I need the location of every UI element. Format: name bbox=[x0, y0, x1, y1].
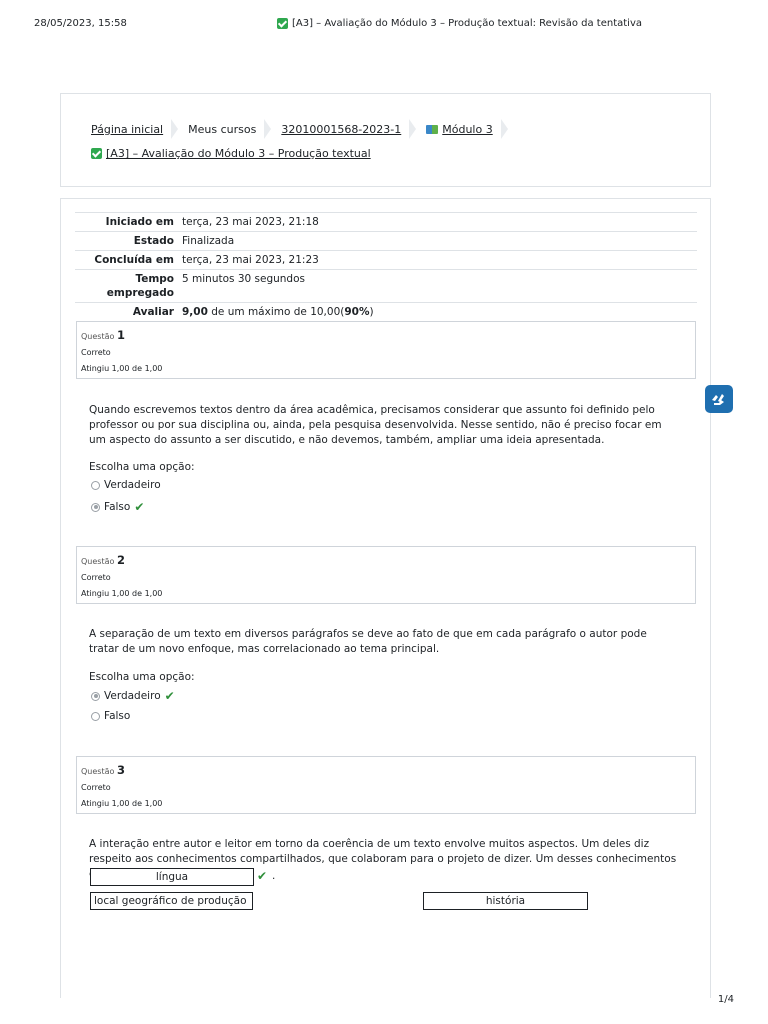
question-2-choose-label: Escolha uma opção: bbox=[89, 671, 195, 683]
breadcrumb-my-courses[interactable]: Meus cursos bbox=[188, 122, 257, 136]
question-grade: Atingiu 1,00 de 1,00 bbox=[81, 364, 163, 373]
drop-zone-answer[interactable]: língua bbox=[90, 868, 254, 886]
question-number bbox=[81, 327, 691, 345]
question-1-choose-label: Escolha uma opção: bbox=[89, 461, 195, 473]
book-icon bbox=[426, 125, 438, 134]
question-grade: Atingiu 1,00 de 1,00 bbox=[81, 799, 163, 808]
breadcrumb-separator bbox=[409, 119, 416, 139]
summary-label: Estado bbox=[75, 232, 178, 251]
checkmark-icon: ✔ bbox=[134, 500, 145, 514]
question-status: Correto bbox=[81, 783, 111, 792]
breadcrumb-current bbox=[91, 147, 371, 160]
option-label: Verdadeiro bbox=[104, 479, 161, 491]
grade-close: ) bbox=[369, 306, 374, 318]
radio-button-selected[interactable] bbox=[91, 692, 100, 701]
question-status: Correto bbox=[81, 348, 111, 357]
question-2-info bbox=[76, 546, 696, 604]
option-label: Falso bbox=[104, 501, 131, 513]
checkbox-icon bbox=[91, 148, 102, 159]
breadcrumb-course[interactable]: 32010001568-2023-1 bbox=[281, 122, 402, 136]
summary-label: Avaliar bbox=[75, 303, 178, 322]
page-number: 1/4 bbox=[717, 994, 734, 1005]
question-number bbox=[81, 762, 691, 780]
table-row bbox=[75, 303, 697, 322]
question-prefix: Questão bbox=[81, 557, 115, 566]
checkbox-icon bbox=[277, 18, 288, 29]
option-label: Falso bbox=[104, 710, 131, 722]
hands-icon bbox=[710, 391, 728, 407]
question-2-option-true[interactable] bbox=[91, 689, 175, 703]
question-number-value: 2 bbox=[116, 553, 125, 567]
question-prefix: Questão bbox=[81, 332, 115, 341]
grade-value: 9,00 bbox=[182, 306, 208, 318]
print-title-text: [A3] – Avaliação do Módulo 3 – Produção textual: Revisão da tentativa bbox=[292, 18, 642, 29]
breadcrumb-separator bbox=[264, 119, 271, 139]
question-2-text: A separação de um texto em diversos parágrafos se deve ao fato de que em cada parágrafo o autor pode tratar de um novo enfoque, mas correlacionado ao tema principal. bbox=[89, 628, 647, 655]
summary-value: terça, 23 mai 2023, 21:18 bbox=[178, 213, 697, 232]
question-number bbox=[81, 552, 691, 570]
question-1-option-false[interactable] bbox=[91, 500, 144, 514]
accessibility-hands-icon[interactable] bbox=[705, 385, 733, 413]
question-1-option-true[interactable] bbox=[91, 479, 161, 491]
breadcrumb-module[interactable]: Módulo 3 bbox=[442, 122, 493, 136]
quiz-review-panel bbox=[60, 198, 711, 998]
question-number-value: 3 bbox=[116, 763, 125, 777]
summary-value: terça, 23 mai 2023, 21:23 bbox=[178, 251, 697, 270]
question-number-value: 1 bbox=[116, 328, 125, 342]
print-datetime: 28/05/2023, 15:58 bbox=[34, 18, 127, 29]
radio-button[interactable] bbox=[91, 481, 100, 490]
table-row bbox=[75, 232, 697, 251]
breadcrumb-separator bbox=[501, 119, 508, 139]
summary-label-text: Tempo empregado bbox=[106, 273, 174, 299]
summary-value: 5 minutos 30 segundos bbox=[178, 270, 697, 303]
grade-percent: 90% bbox=[344, 306, 370, 318]
checkmark-icon: ✔ bbox=[164, 689, 175, 703]
question-prefix: Questão bbox=[81, 767, 115, 776]
question-3-text: A interação entre autor e leitor em torno da coerência de um texto envolve muitos aspectos. Um deles diz respeito aos conhecimentos compartilhados, que colaboram para o projeto de dizer. Um desses conhecimentos bbox=[89, 838, 677, 865]
breadcrumb-separator bbox=[171, 119, 178, 139]
option-label: Verdadeiro bbox=[104, 690, 161, 702]
table-row bbox=[75, 213, 697, 232]
drag-choice-local-geografico[interactable]: local geográfico de produção bbox=[90, 892, 253, 910]
table-row bbox=[75, 270, 697, 303]
summary-label: Concluída em bbox=[75, 251, 178, 270]
question-grade: Atingiu 1,00 de 1,00 bbox=[81, 589, 163, 598]
radio-button-selected[interactable] bbox=[91, 503, 100, 512]
checkmark-icon: ✔ bbox=[257, 869, 268, 883]
breadcrumb-panel bbox=[60, 93, 711, 187]
attempt-summary-table bbox=[75, 212, 697, 321]
summary-value bbox=[178, 303, 697, 322]
summary-label bbox=[75, 270, 178, 303]
sentence-end: . bbox=[272, 870, 276, 882]
summary-label: Iniciado em bbox=[75, 213, 178, 232]
question-3-info bbox=[76, 756, 696, 814]
breadcrumb-home[interactable]: Página inicial bbox=[91, 122, 164, 136]
grade-max: de um máximo de 10,00( bbox=[207, 306, 345, 318]
breadcrumb bbox=[91, 119, 518, 139]
question-2-option-false[interactable] bbox=[91, 710, 130, 722]
breadcrumb-quiz-link[interactable]: [A3] – Avaliação do Módulo 3 – Produção textual bbox=[106, 147, 371, 160]
drag-choice-historia[interactable]: história bbox=[423, 892, 588, 910]
radio-button[interactable] bbox=[91, 712, 100, 721]
question-1-text: Quando escrevemos textos dentro da área acadêmica, precisamos considerar que assunto foi definido pelo professor ou por sua disciplina ou, ainda, pela pesquisa desenvolvida. Nesse sentido, não é preciso focar em um aspecto do assunto a ser discutido, e não devemos, também, ampliar uma ideia apresentada. bbox=[89, 404, 662, 446]
print-title bbox=[277, 18, 642, 29]
question-1-info bbox=[76, 321, 696, 379]
summary-value: Finalizada bbox=[178, 232, 697, 251]
table-row bbox=[75, 251, 697, 270]
print-header bbox=[0, 18, 768, 32]
question-status: Correto bbox=[81, 573, 111, 582]
